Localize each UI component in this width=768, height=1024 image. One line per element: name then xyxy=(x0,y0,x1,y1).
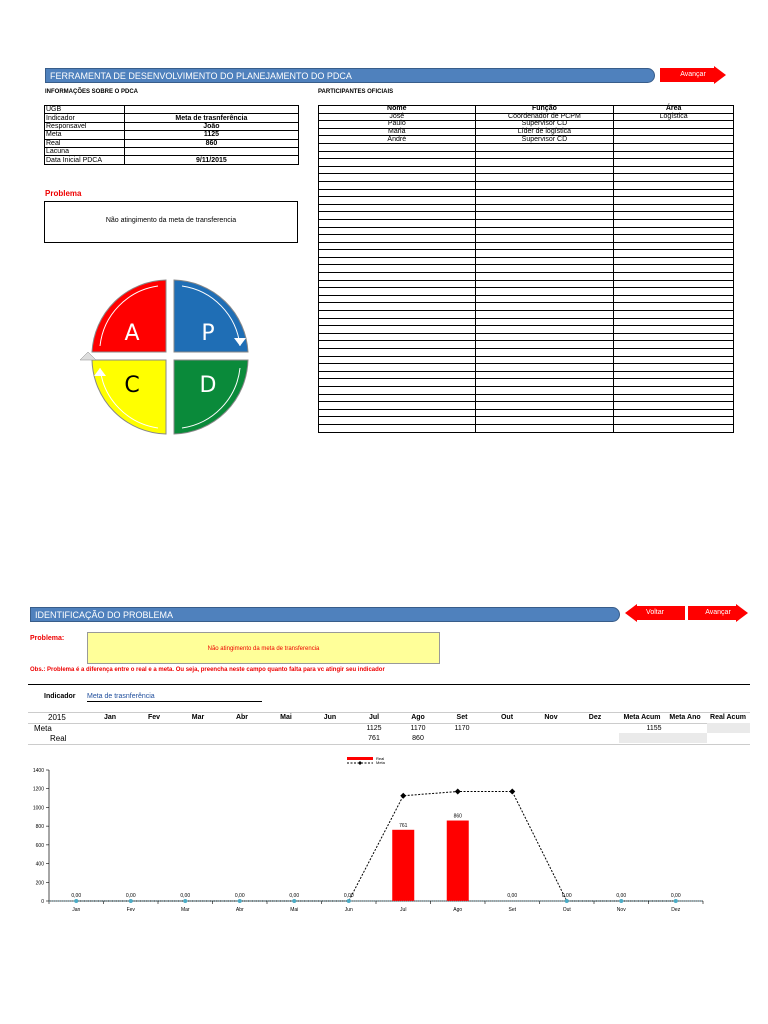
month-header: Mar xyxy=(191,714,205,721)
participant-cell[interactable] xyxy=(614,159,734,167)
participant-cell[interactable] xyxy=(319,227,476,235)
y-tick-label: 1400 xyxy=(32,768,44,774)
letter-c: C xyxy=(124,373,140,398)
participant-cell[interactable] xyxy=(319,288,476,296)
participant-row xyxy=(319,349,734,357)
participant-row xyxy=(319,303,734,311)
participant-cell[interactable] xyxy=(475,311,614,319)
participant-row xyxy=(319,356,734,364)
participant-cell[interactable]: Supervisor CD xyxy=(475,121,614,129)
participant-cell[interactable] xyxy=(475,303,614,311)
month-header: Dez xyxy=(588,714,602,721)
info-value[interactable] xyxy=(124,147,298,155)
participant-row xyxy=(319,394,734,402)
meta-point xyxy=(455,789,461,795)
month-header: Nov xyxy=(544,714,558,721)
participant-cell[interactable]: Líder de logística xyxy=(475,128,614,136)
participant-cell[interactable] xyxy=(319,424,476,432)
real-vs-meta-chart xyxy=(25,755,715,915)
participant-cell[interactable] xyxy=(475,235,614,243)
x-tick-label: Ago xyxy=(453,907,463,913)
participant-cell[interactable] xyxy=(614,326,734,334)
participant-row xyxy=(319,204,734,212)
month-header: Mai xyxy=(280,714,292,721)
participant-row xyxy=(319,311,734,319)
participant-cell[interactable] xyxy=(319,341,476,349)
participant-cell[interactable] xyxy=(475,189,614,197)
real-cell: 761 xyxy=(368,735,380,742)
indicator-value[interactable]: Meta de trasnferência xyxy=(87,693,262,702)
line-meta xyxy=(76,792,676,901)
participant-row xyxy=(319,128,734,136)
participant-cell[interactable]: Supervisor CD xyxy=(475,136,614,144)
participant-cell[interactable] xyxy=(475,364,614,372)
y-tick-label: 400 xyxy=(35,861,44,868)
participant-cell[interactable] xyxy=(319,250,476,258)
participant-row xyxy=(319,250,734,258)
participant-cell[interactable] xyxy=(475,295,614,303)
participant-row xyxy=(319,219,734,227)
participant-cell[interactable] xyxy=(319,181,476,189)
participant-cell[interactable] xyxy=(475,212,614,220)
participant-cell[interactable] xyxy=(614,197,734,205)
participant-row xyxy=(319,189,734,197)
meta-point xyxy=(509,789,515,795)
data-label: 0,00 xyxy=(71,893,82,899)
info-value[interactable]: 1125 xyxy=(124,131,298,139)
legend-meta-label: Meta xyxy=(376,760,385,765)
participant-cell[interactable] xyxy=(475,265,614,273)
x-tick-label: Jan xyxy=(72,907,81,913)
participant-cell[interactable]: José xyxy=(319,113,476,121)
participant-cell[interactable] xyxy=(475,424,614,432)
data-label: 0,00 xyxy=(343,893,354,899)
participant-cell[interactable] xyxy=(614,311,734,319)
participant-cell[interactable] xyxy=(614,349,734,357)
pdca-cycle-diagram xyxy=(78,272,262,440)
participant-row xyxy=(319,257,734,265)
participant-cell[interactable] xyxy=(614,295,734,303)
participant-cell[interactable] xyxy=(319,235,476,243)
data-label: 0,00 xyxy=(507,893,518,899)
participant-cell[interactable] xyxy=(319,143,476,151)
legend-meta-marker xyxy=(358,761,362,765)
month-header: Jul xyxy=(368,714,380,721)
participant-cell[interactable] xyxy=(475,402,614,410)
info-row xyxy=(45,114,299,122)
participant-cell[interactable] xyxy=(614,386,734,394)
participant-cell[interactable] xyxy=(319,402,476,410)
ident-problem-field[interactable] xyxy=(87,632,440,664)
participant-row xyxy=(319,295,734,303)
participant-cell[interactable] xyxy=(614,356,734,364)
participants-header: Nome xyxy=(319,106,476,114)
participant-cell[interactable] xyxy=(614,333,734,341)
participant-cell[interactable] xyxy=(614,280,734,288)
participant-row xyxy=(319,151,734,159)
info-label: Lacuna xyxy=(45,147,125,155)
x-tick-label: Set xyxy=(508,907,517,913)
meta-cell: 1170 xyxy=(410,725,426,732)
meta-point xyxy=(400,793,406,799)
participant-cell[interactable] xyxy=(319,356,476,364)
x-tick-label: Mai xyxy=(290,907,299,913)
participant-cell[interactable] xyxy=(319,265,476,273)
info-row xyxy=(45,139,299,147)
ident-problem-label: Problema: xyxy=(30,635,65,642)
info-row xyxy=(45,147,299,155)
participant-cell[interactable] xyxy=(319,371,476,379)
pdca-title-banner xyxy=(45,68,655,83)
participant-cell[interactable] xyxy=(475,349,614,357)
participant-row xyxy=(319,242,734,250)
info-label: UGB xyxy=(45,106,125,114)
participant-cell[interactable] xyxy=(614,250,734,258)
participants-header: Área xyxy=(614,106,734,114)
participant-row xyxy=(319,273,734,281)
legend-real-label: Real xyxy=(376,756,385,761)
info-value[interactable]: Meta de trasnferência xyxy=(124,114,298,122)
participant-cell[interactable] xyxy=(475,318,614,326)
participant-cell[interactable] xyxy=(475,181,614,189)
participant-cell[interactable] xyxy=(614,394,734,402)
participant-cell[interactable] xyxy=(319,280,476,288)
participant-cell[interactable] xyxy=(614,409,734,417)
participant-cell[interactable] xyxy=(614,143,734,151)
participant-cell[interactable] xyxy=(319,151,476,159)
participant-cell[interactable]: Maria xyxy=(319,128,476,136)
participant-cell[interactable] xyxy=(475,341,614,349)
ident-title: IDENTIFICAÇÃO DO PROBLEMA xyxy=(35,610,174,620)
data-label: 0,00 xyxy=(670,893,681,899)
info-row xyxy=(45,156,299,164)
participant-cell[interactable] xyxy=(319,417,476,425)
participant-cell[interactable] xyxy=(614,318,734,326)
participant-row xyxy=(319,409,734,417)
participant-cell[interactable] xyxy=(475,227,614,235)
y-tick-label: 600 xyxy=(35,842,44,849)
y-tick-label: 1000 xyxy=(32,805,44,812)
info-row xyxy=(45,106,299,114)
participant-row xyxy=(319,341,734,349)
participants-header: Função xyxy=(475,106,614,114)
participant-cell[interactable] xyxy=(319,273,476,281)
participant-cell[interactable]: Coordenador de PCPM xyxy=(475,113,614,121)
participant-cell[interactable] xyxy=(319,409,476,417)
participant-cell[interactable] xyxy=(319,333,476,341)
y-tick-label: 0 xyxy=(41,899,44,905)
x-tick-label: Out xyxy=(562,907,571,913)
extra-header: Meta Acum xyxy=(623,714,661,721)
info-row xyxy=(45,122,299,130)
participant-cell[interactable] xyxy=(319,212,476,220)
info-label: Data Inicial PDCA xyxy=(45,156,125,164)
data-label: 860 xyxy=(453,813,462,820)
info-value[interactable]: 860 xyxy=(124,139,298,147)
ident-problem-text: Não atingimento da meta de transferencia xyxy=(207,646,320,652)
participant-row xyxy=(319,333,734,341)
participant-cell[interactable] xyxy=(319,394,476,402)
participant-cell[interactable] xyxy=(475,257,614,265)
participant-cell[interactable] xyxy=(614,151,734,159)
participant-cell[interactable] xyxy=(614,265,734,273)
participant-cell[interactable] xyxy=(614,402,734,410)
month-header: Ago xyxy=(411,714,425,721)
month-header: Jan xyxy=(103,714,117,721)
participant-cell[interactable] xyxy=(319,379,476,387)
back-button[interactable]: Voltar xyxy=(625,604,685,622)
participant-row xyxy=(319,227,734,235)
meta-acum-cell: 1155 xyxy=(646,725,662,732)
x-tick-label: Mar xyxy=(180,907,190,913)
participant-row xyxy=(319,181,734,189)
participant-cell[interactable] xyxy=(475,273,614,281)
participant-cell[interactable] xyxy=(614,235,734,243)
obs-note: Obs.: Problema é a diferença entre o real e a meta. Ou seja, preencha neste campo quanto falta para vc atingir seu indicador xyxy=(30,667,385,673)
participant-cell[interactable] xyxy=(614,181,734,189)
participant-cell[interactable] xyxy=(319,364,476,372)
participant-cell[interactable] xyxy=(475,166,614,174)
participant-cell[interactable] xyxy=(614,371,734,379)
participant-cell[interactable] xyxy=(475,151,614,159)
participant-row xyxy=(319,159,734,167)
problem-box[interactable] xyxy=(44,201,298,243)
participant-cell[interactable] xyxy=(319,303,476,311)
participant-row xyxy=(319,417,734,425)
data-label: 0,00 xyxy=(616,893,627,899)
x-tick-label: Fev xyxy=(126,907,135,913)
meta-cell: 1125 xyxy=(366,725,382,732)
participant-cell[interactable] xyxy=(475,386,614,394)
y-tick-label: 1200 xyxy=(32,786,44,793)
participant-cell[interactable] xyxy=(614,242,734,250)
divider xyxy=(28,684,750,685)
participant-row xyxy=(319,424,734,432)
data-label: 0,00 xyxy=(125,893,136,899)
participant-row xyxy=(319,318,734,326)
participant-cell[interactable] xyxy=(475,326,614,334)
participant-cell[interactable] xyxy=(614,303,734,311)
letter-p: P xyxy=(201,321,215,346)
participant-cell[interactable] xyxy=(319,189,476,197)
participant-cell[interactable] xyxy=(614,424,734,432)
participant-cell[interactable] xyxy=(319,318,476,326)
x-tick-label: Abr xyxy=(235,907,244,913)
month-header: Fev xyxy=(147,714,161,721)
participant-row xyxy=(319,212,734,220)
participant-cell[interactable] xyxy=(614,212,734,220)
participant-cell[interactable] xyxy=(614,136,734,144)
participant-cell[interactable] xyxy=(614,379,734,387)
y-tick-label: 800 xyxy=(35,824,44,831)
participant-row xyxy=(319,326,734,334)
info-value[interactable] xyxy=(124,106,298,114)
info-label: Real xyxy=(45,139,125,147)
participant-cell[interactable] xyxy=(475,379,614,387)
participants-header-row xyxy=(319,106,734,114)
meta-cell: 1170 xyxy=(454,725,470,732)
participant-cell[interactable] xyxy=(319,197,476,205)
participant-cell[interactable] xyxy=(319,159,476,167)
y-tick-label: 200 xyxy=(35,880,44,887)
participant-row xyxy=(319,235,734,243)
participant-cell[interactable]: Paulo xyxy=(319,121,476,129)
data-label: 0,00 xyxy=(234,893,245,899)
participant-cell[interactable] xyxy=(614,219,734,227)
participant-cell[interactable] xyxy=(319,219,476,227)
participant-cell[interactable] xyxy=(475,242,614,250)
participant-cell[interactable] xyxy=(319,386,476,394)
participant-cell[interactable] xyxy=(614,364,734,372)
advance-button[interactable]: Avançar xyxy=(660,66,726,84)
real-cell: 860 xyxy=(412,735,424,742)
data-label: 761 xyxy=(399,822,408,829)
info-label: Meta xyxy=(45,131,125,139)
letter-a: A xyxy=(124,321,140,346)
x-tick-label: Jul xyxy=(400,907,407,913)
participant-row xyxy=(319,197,734,205)
participant-cell[interactable] xyxy=(614,273,734,281)
participant-cell[interactable] xyxy=(319,326,476,334)
participant-cell[interactable] xyxy=(475,280,614,288)
participant-cell[interactable] xyxy=(319,349,476,357)
problem-text: Não atingimento da meta de transferencia xyxy=(105,217,237,224)
meta-row-label: Meta xyxy=(34,724,52,733)
extra-header: Real Acum xyxy=(710,714,746,721)
participant-row xyxy=(319,136,734,144)
participant-cell[interactable] xyxy=(614,227,734,235)
participant-cell[interactable] xyxy=(475,250,614,258)
participant-cell[interactable] xyxy=(614,288,734,296)
extra-header: Meta Ano xyxy=(669,714,701,721)
info-row xyxy=(45,131,299,139)
participant-row xyxy=(319,166,734,174)
participant-row xyxy=(319,143,734,151)
participant-cell[interactable] xyxy=(475,204,614,212)
participant-row xyxy=(319,402,734,410)
pdca-title: FERRAMENTA DE DESENVOLVIMENTO DO PLANEJAMENTO DO PDCA xyxy=(50,71,352,81)
info-value[interactable]: João xyxy=(124,122,298,130)
participant-cell[interactable] xyxy=(614,341,734,349)
info-value[interactable]: 9/11/2015 xyxy=(124,156,298,164)
problem-title: Problema xyxy=(45,189,82,198)
participant-cell[interactable]: Logística xyxy=(614,113,734,121)
participant-cell[interactable] xyxy=(614,204,734,212)
info-section-title: INFORMAÇÕES SOBRE O PDCA xyxy=(45,89,139,95)
participant-cell[interactable] xyxy=(319,295,476,303)
participant-cell[interactable] xyxy=(475,219,614,227)
year-cell: 2015 xyxy=(48,713,66,722)
participant-cell[interactable] xyxy=(614,174,734,182)
participant-row xyxy=(319,280,734,288)
bar-real xyxy=(392,830,414,901)
participant-row xyxy=(319,265,734,273)
data-label: 0,00 xyxy=(561,893,572,899)
participant-cell[interactable] xyxy=(319,311,476,319)
participant-cell[interactable] xyxy=(319,166,476,174)
data-label: 0,00 xyxy=(180,893,191,899)
participant-cell[interactable] xyxy=(475,333,614,341)
bar-real xyxy=(447,821,469,901)
month-header: Set xyxy=(456,714,468,721)
participant-cell[interactable] xyxy=(319,257,476,265)
participant-cell[interactable] xyxy=(614,257,734,265)
pdca-info-table xyxy=(44,105,299,165)
participant-cell[interactable] xyxy=(475,197,614,205)
letter-d: D xyxy=(199,373,217,398)
participant-cell[interactable] xyxy=(614,166,734,174)
participant-row xyxy=(319,386,734,394)
participant-cell[interactable] xyxy=(475,143,614,151)
month-header: Out xyxy=(500,714,514,721)
participant-row xyxy=(319,364,734,372)
participant-row xyxy=(319,379,734,387)
participant-cell[interactable] xyxy=(614,128,734,136)
x-tick-label: Dez xyxy=(671,907,681,913)
participant-cell[interactable] xyxy=(319,204,476,212)
month-header: Jun xyxy=(323,714,337,721)
participant-row xyxy=(319,288,734,296)
data-label: 0,00 xyxy=(289,893,300,899)
participants-table xyxy=(318,105,734,433)
participant-row xyxy=(319,174,734,182)
participant-cell[interactable] xyxy=(614,417,734,425)
participant-cell[interactable] xyxy=(614,189,734,197)
participants-section-title: PARTICIPANTES OFICIAIS xyxy=(318,89,394,95)
participant-cell[interactable] xyxy=(319,174,476,182)
info-label: Indicador xyxy=(45,114,125,122)
participant-row xyxy=(319,371,734,379)
participant-cell[interactable] xyxy=(614,121,734,129)
indicator-label: Indicador xyxy=(44,693,76,700)
participant-cell[interactable] xyxy=(475,371,614,379)
participant-cell[interactable] xyxy=(475,417,614,425)
x-tick-label: Nov xyxy=(616,907,626,913)
participant-cell[interactable]: André xyxy=(319,136,476,144)
participant-cell[interactable] xyxy=(319,242,476,250)
ident-advance-button[interactable]: Avançar xyxy=(688,604,748,622)
legend-real-swatch xyxy=(347,757,373,760)
participant-cell[interactable] xyxy=(475,409,614,417)
participant-cell[interactable] xyxy=(475,288,614,296)
participant-cell[interactable] xyxy=(475,356,614,364)
monthly-table xyxy=(28,712,750,746)
month-header: Abr xyxy=(235,714,249,721)
ident-title-banner xyxy=(30,607,620,622)
real-row-label: Real xyxy=(50,734,67,743)
participant-cell[interactable] xyxy=(475,174,614,182)
x-tick-label: Jun xyxy=(344,907,353,913)
participant-cell[interactable] xyxy=(475,394,614,402)
info-label: Responsavel xyxy=(45,122,125,130)
participant-cell[interactable] xyxy=(475,159,614,167)
